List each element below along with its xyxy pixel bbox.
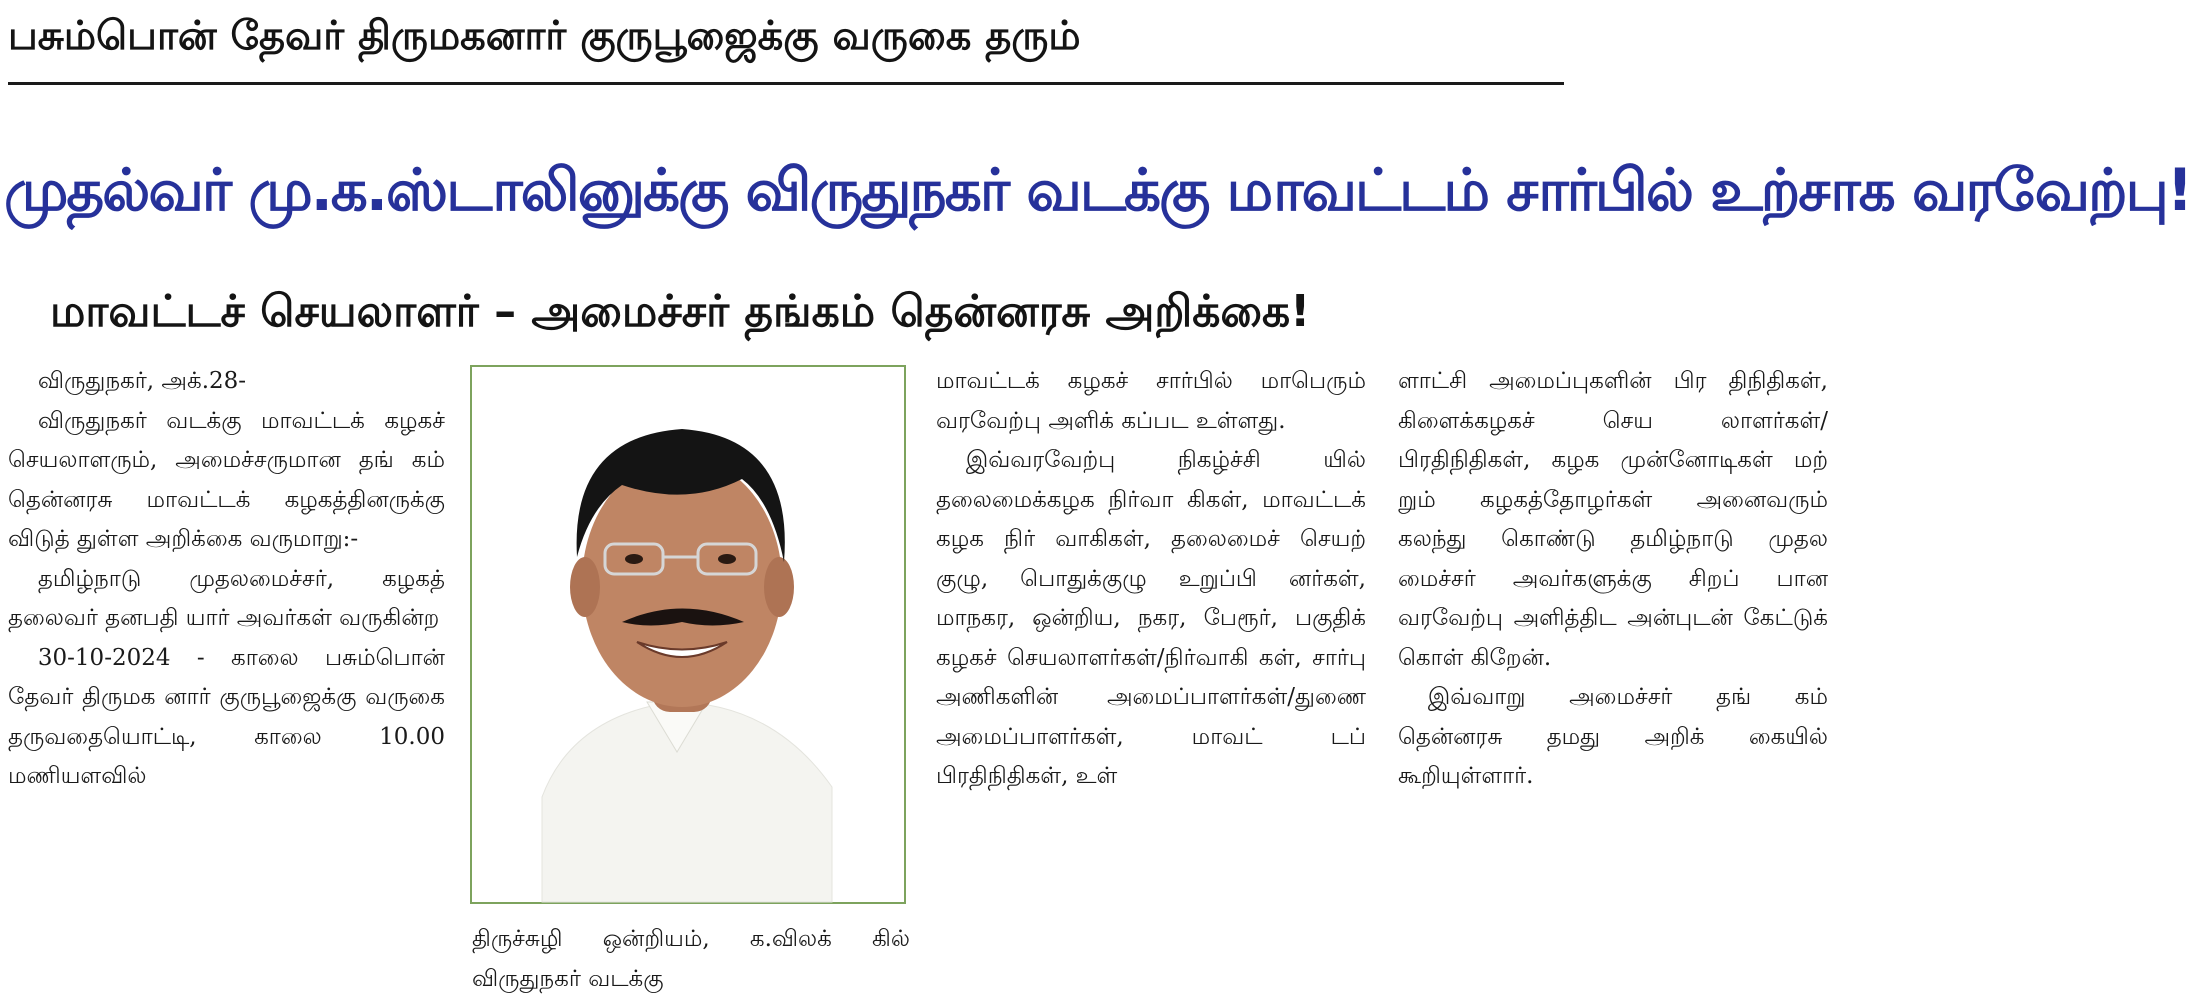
kicker-heading: பசும்பொன் தேவர் திருமகனார் குருபூஜைக்கு வருகை தரும் bbox=[8, 13, 1081, 59]
kicker-underline bbox=[8, 82, 1564, 85]
article-paragraph: 30-10-2024 - காலை பசும்பொன் தேவர் திருமக னார் குருபூஜைக்கு வருகை தருவதையொட்டி, காலை 10.00 மணியளவில் bbox=[8, 644, 445, 789]
article-paragraph: இவ்வரவேற்பு நிகழ்ச்சி யில் தலைமைக்கழக நிர்வா கிகள், மாவட்டக் கழக நிர் வாகிகள், தலைமைச் செயற் குழு, பொதுக்குழு உறுப்பி னர்கள், மாநகர, ஒன்றிய, நகர, பேரூர், பகுதிக் கழகச் செயலாளர்கள்/நிர்வாகி கள், சார்பு அணிகளின் அமைப்பாளர்கள்/துணை அமைப்பாளர்கள், மாவட் டப் பிரதிநிதிகள், உள் bbox=[936, 447, 1366, 789]
dateline: விருதுநகர், அக்.28- bbox=[37, 368, 247, 394]
photo-caption: திருச்சுழி ஒன்றியம், க.விலக் கில் விருதுநகர் வடக்கு bbox=[472, 926, 910, 992]
article-paragraph: தமிழ்நாடு முதலமைச்சர், கழகத் தலைவர் தனபதி யார் அவர்கள் வருகின்ற bbox=[8, 565, 445, 631]
article-column-4 bbox=[1398, 362, 1828, 797]
article-paragraph: விருதுநகர் வடக்கு மாவட்டக் கழகச் செயலாளரும், அமைச்சருமான தங் கம் தென்னரசு மாவட்டக் கழகத்தினருக்கு விடுத் துள்ள அறிக்கை வருமாறு:- bbox=[8, 407, 445, 552]
article-paragraph: ளாட்சி அமைப்புகளின் பிர திநிதிகள், கிளைக்கழகச் செய லாளர்கள்/பிரதிநிதிகள், கழக முன்னோடிகள் மற் றும் கழகத்தோழர்கள் அனைவரும் கலந்து கொண்டு தமிழ்நாடு முதல மைச்சர் அவர்களுக்கு சிறப் பான வரவேற்பு அளித்திட அன்புடன் கேட்டுக் கொள் கிறேன். bbox=[1398, 368, 1828, 671]
portrait-photo bbox=[470, 365, 906, 904]
headline: முதல்வர் மு.க.ஸ்டாலினுக்கு விருதுநகர் வடக்கு மாவட்டம் சார்பில் உற்சாக வரவேற்பு! bbox=[4, 156, 2191, 224]
article-paragraph: இவ்வாறு அமைச்சர் தங் கம் தென்னரசு தமது அறிக் கையில் கூறியுள்ளார். bbox=[1398, 684, 1828, 789]
article-paragraph: மாவட்டக் கழகச் சார்பில் மாபெரும் வரவேற்பு அளிக் கப்பட உள்ளது. bbox=[936, 368, 1366, 434]
article-column-3 bbox=[936, 362, 1366, 797]
subheadline: மாவட்டச் செயலாளர் – அமைச்சர் தங்கம் தென்னரசு அறிக்கை! bbox=[50, 286, 1311, 337]
article-column-1 bbox=[8, 362, 445, 797]
portrait-illustration bbox=[472, 367, 904, 902]
